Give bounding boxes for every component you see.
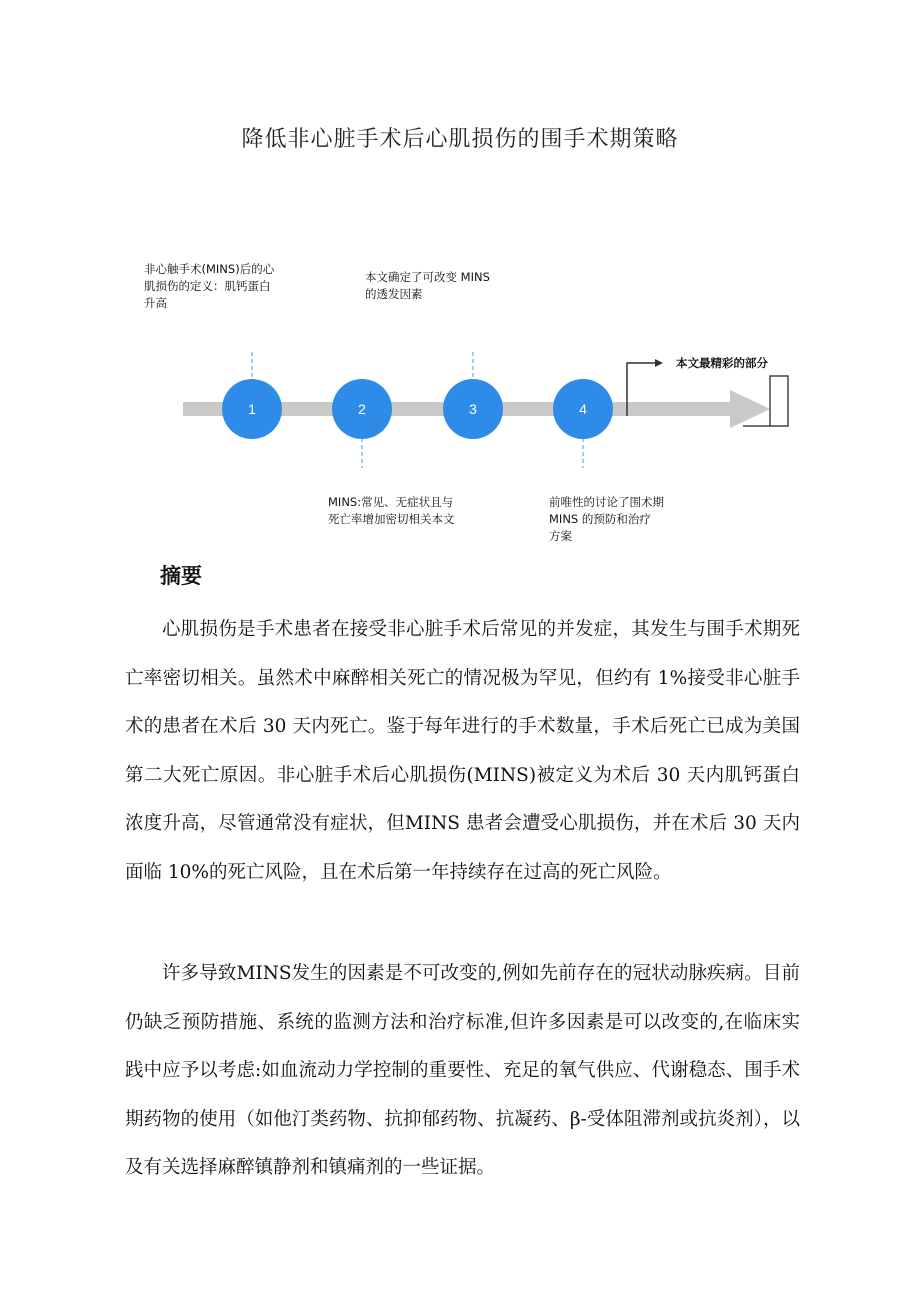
- note-modifiable-factors: 本文确定了可改变 MINS 的透发因素: [365, 270, 490, 301]
- highlight-arrow-icon: [655, 359, 663, 367]
- timeline-arrowhead: [730, 390, 770, 428]
- step-label-4: 4: [579, 401, 587, 417]
- note-mins-definition: 非心触手术(MINS)后的心 肌损伤的定义：肌钙蛋白 升高: [144, 262, 275, 310]
- timeline-diagram: [0, 240, 920, 560]
- page-title: 降低非心脏手术后心肌损伤的围手术期策略: [241, 127, 679, 152]
- step-label-2: 2: [358, 401, 366, 417]
- abstract-paragraph-1: 心肌损伤是手术患者在接受非心脏手术后常见的并发症，其发生与围手术期死亡率密切相关。虽然术中麻醉相关死亡的情况极为罕见，但约有 1%接受非心脏手术的患者在术后 30 天内死亡。鉴于每年进行的手术数量，手术后死亡已成为美国第二大死亡原因。非心脏手术后心肌损伤(MINS)被定义为术后 30 天内肌钙蛋白浓度升高，尽管通常没有症状，但MINS 患者会遭受心肌损伤，并在术后 30 天内面临 10%的死亡风险，且在术后第一年持续存在过高的死亡风险。: [125, 619, 800, 883]
- highlight-box: [770, 376, 788, 426]
- timeline-graphic: [0, 320, 920, 560]
- abstract-heading: 摘要: [160, 564, 202, 588]
- abstract-paragraph-2: 许多导致MINS发生的因素是不可改变的,例如先前存在的冠状动脉疾病。目前仍缺乏预防措施、系统的监测方法和治疗标准,但许多因素是可以改变的,在临床实践中应予以考虑:如血流动力学控制的重要性、充足的氧气供应、代谢稳态、围手术期药物的使用（如他汀类药物、抗抑郁药物、抗凝药、β-受体阻滞剂或抗炎剂），以及有关选择麻醉镇静剂和镇痛剂的一些证据。: [125, 963, 800, 1178]
- note-mins-mortality: MINS:常见、无症状且与 死亡率增加密切相关本文: [328, 495, 455, 526]
- step-label-3: 3: [469, 401, 477, 417]
- note-prevention-treatment: 前唯性的讨论了围术期 MINS 的预防和治疗 方案: [549, 495, 664, 543]
- highlight-label: 本文最精彩的部分: [676, 356, 768, 370]
- step-label-1: 1: [248, 401, 256, 417]
